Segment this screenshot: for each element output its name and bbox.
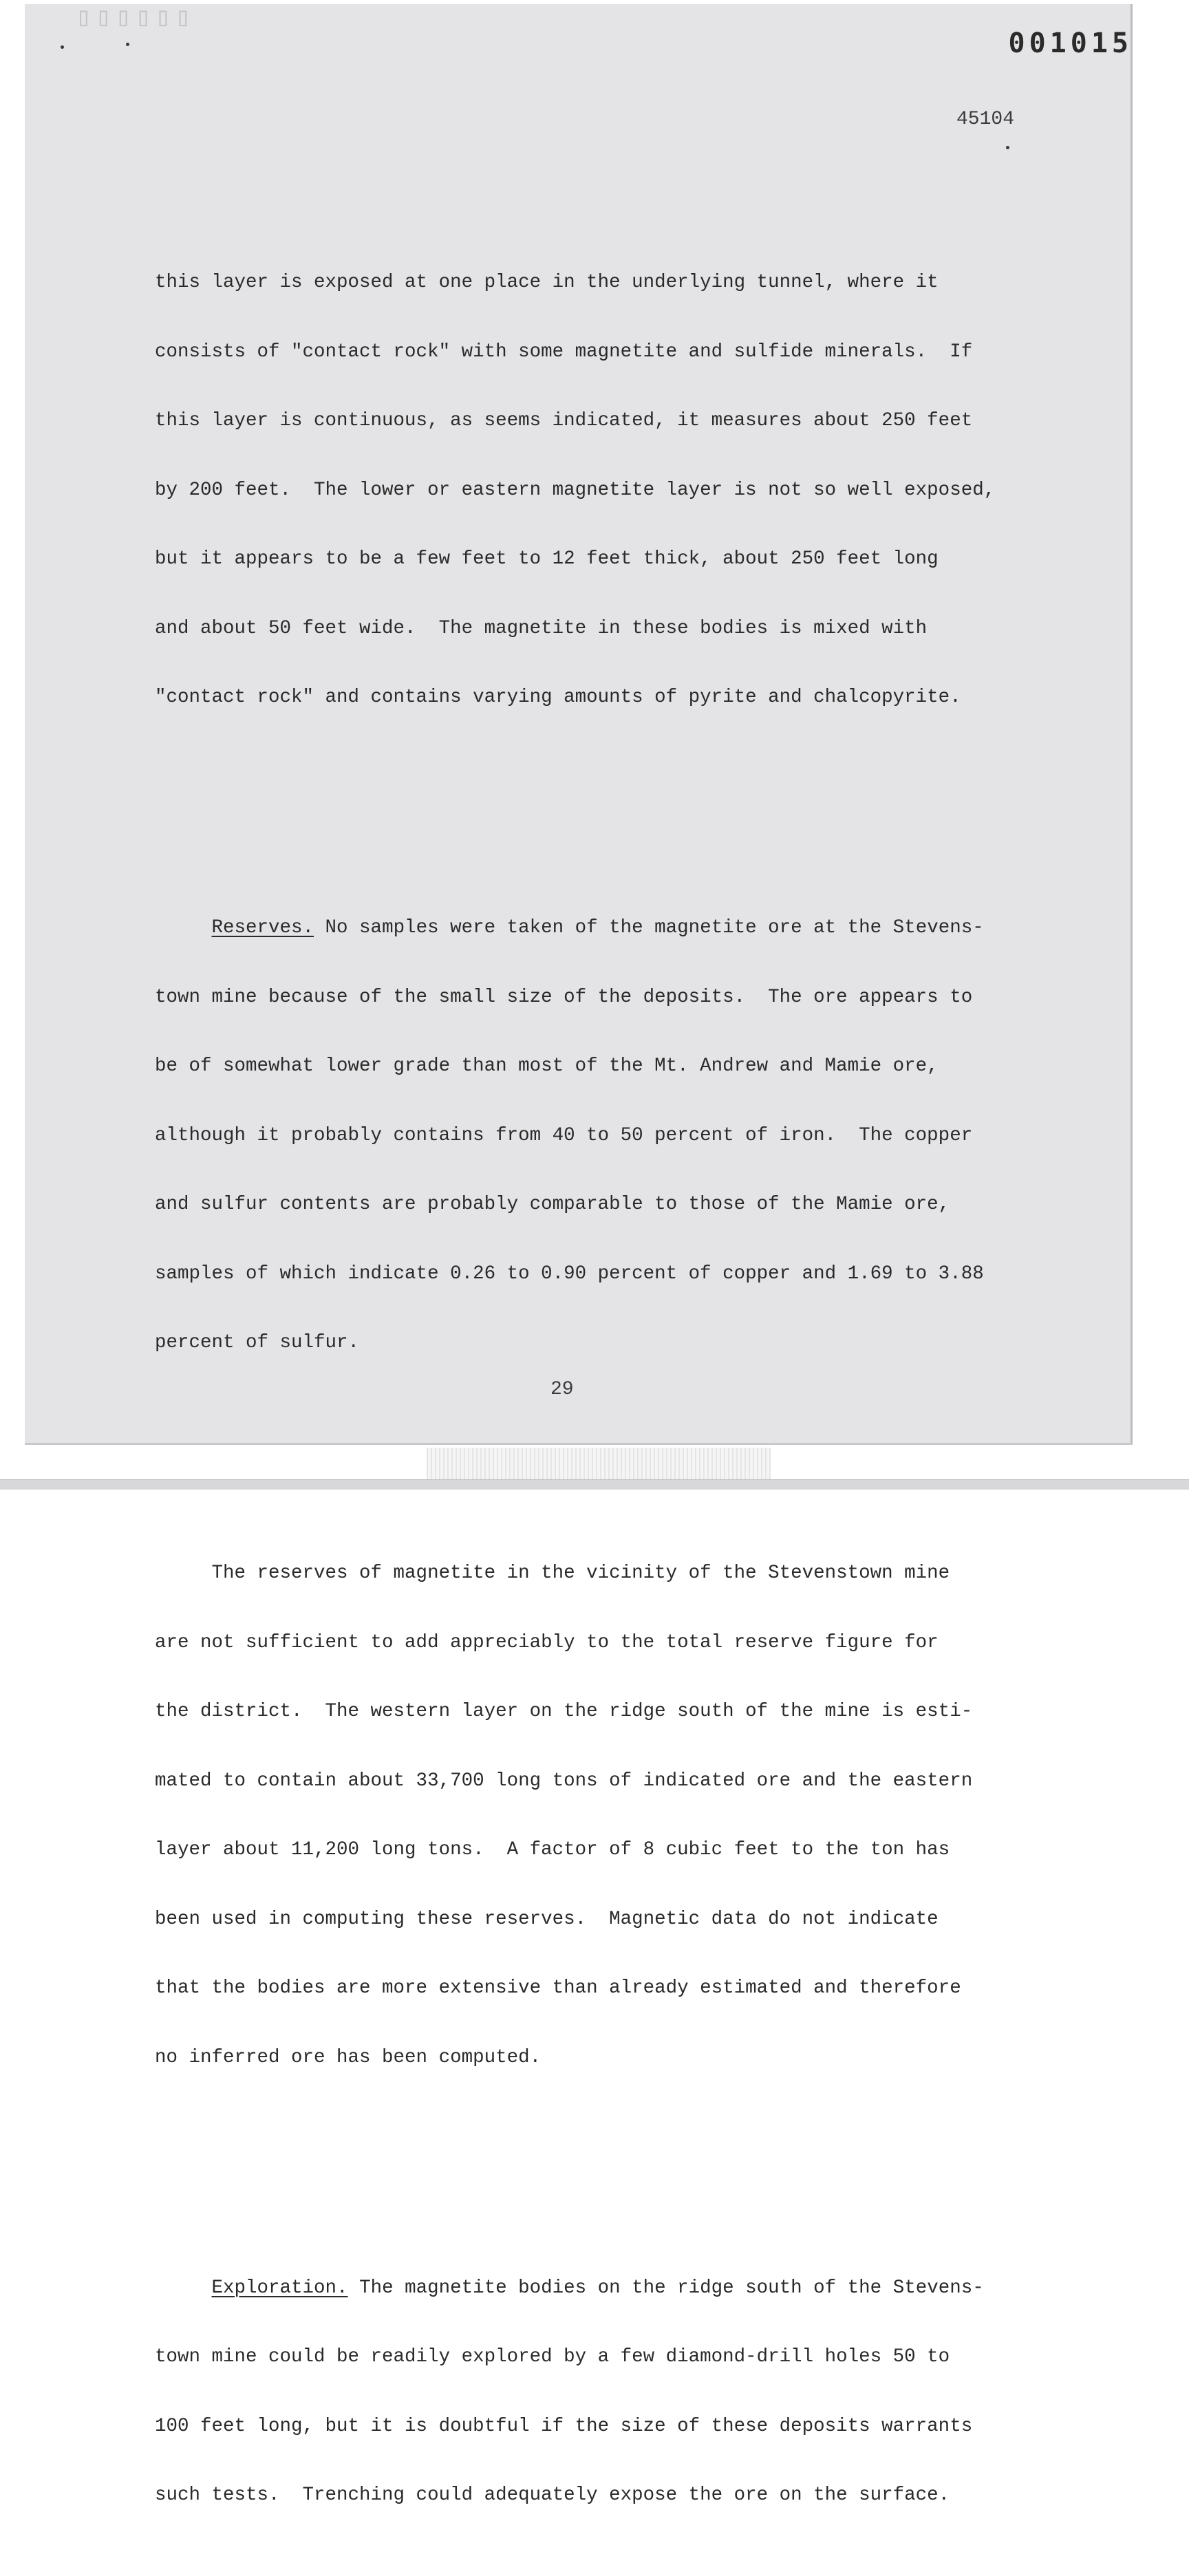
text-line: and about 50 feet wide. The magnetite in these bodies is mixed with (155, 617, 928, 639)
text-line: The reserves of magnetite in the vicinity of the Stevenstown mine (155, 1563, 950, 1584)
text-line: are not sufficient to add appreciably to the total reserve figure for (155, 1631, 939, 1653)
text-line: although it probably contains from 40 to 50 percent of iron. The copper (155, 1124, 973, 1146)
indent (155, 2277, 212, 2299)
text-line: town mine because of the small size of the deposits. The ore appears to (155, 986, 973, 1008)
text-run: No samples were taken of the magnetite ore at the Stevens- (314, 917, 984, 938)
paragraph-geology (155, 225, 1022, 755)
section-heading-exploration: Exploration. (211, 2277, 348, 2299)
text-line: by 200 feet. The lower or eastern magnetite layer is not so well exposed, (155, 479, 996, 501)
text-line: no inferred ore has been computed. (155, 2046, 542, 2068)
text-line (155, 2277, 1022, 2300)
text-line: samples of which indicate 0.26 to 0.90 percent of copper and 1.69 to 3.88 (155, 1263, 984, 1285)
bleed-through-mark: ▯▯▯▯▯▯ (76, 6, 195, 36)
scan-speck (1006, 146, 1009, 149)
text-line: such tests. Trenching could adequately expose the ore on the surface. (155, 2484, 950, 2506)
text-line: percent of sulfur. (155, 1332, 360, 1353)
paragraph-gap (155, 1447, 1022, 1470)
paragraph-reserves (155, 870, 1022, 1401)
section-heading-reserves: Reserves. (211, 917, 314, 938)
page-number: 29 (550, 1379, 574, 1400)
text-line: and sulfur contents are probably comparable to those of the Mamie ore, (155, 1194, 950, 1215)
scan-speck (126, 43, 129, 46)
text-line: "contact rock" and contains varying amounts of pyrite and chalcopyrite. (155, 687, 961, 708)
text-line: been used in computing these reserves. Magnetic data do not indicate (155, 1908, 939, 1930)
document-body (155, 179, 1022, 2576)
paragraph-exploration (155, 2231, 1022, 2553)
text-line (155, 916, 1022, 940)
scan-speck (61, 45, 64, 49)
text-line: be of somewhat lower grade than most of the Mt. Andrew and Mamie ore, (155, 1055, 939, 1077)
paragraph-reserve-estimate (155, 1516, 1022, 2115)
text-line: layer about 11,200 long tons. A factor of 8 cubic feet to the ton has (155, 1839, 950, 1860)
text-line: the district. The western layer on the ridge south of the mine is esti- (155, 1701, 973, 1722)
text-line: but it appears to be a few feet to 12 feet thick, about 250 feet long (155, 548, 939, 570)
text-run: The magnetite bodies on the ridge south of the Stevens- (347, 2277, 984, 2299)
document-stamp-number: 001015 (1008, 28, 1133, 59)
text-line: this layer is continuous, as seems indicated, it measures about 250 feet (155, 410, 973, 431)
text-line: mated to contain about 33,700 long tons of indicated ore and the eastern (155, 1770, 973, 1792)
text-line: consists of "contact rock" with some magnetite and sulfide minerals. If (155, 341, 973, 363)
file-number: 45104 (956, 109, 1015, 130)
indent (155, 917, 212, 938)
text-line: town mine could be readily explored by a few diamond-drill holes 50 to (155, 2346, 950, 2368)
paragraph-gap (155, 802, 1022, 825)
paragraph-gap (155, 2161, 1022, 2185)
text-line: 100 feet long, but it is doubtful if the size of these deposits warrants (155, 2415, 973, 2437)
text-line: this layer is exposed at one place in the underlying tunnel, where it (155, 272, 939, 293)
text-line: that the bodies are more extensive than already estimated and therefore (155, 1977, 961, 1999)
